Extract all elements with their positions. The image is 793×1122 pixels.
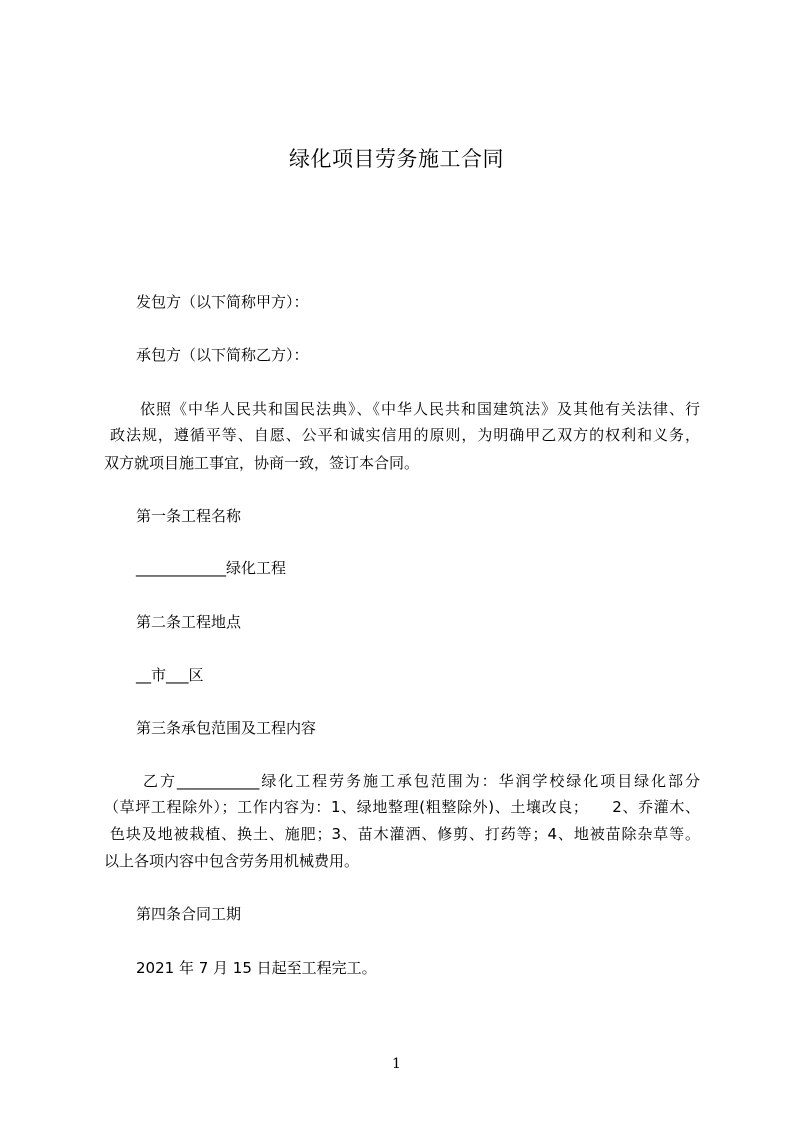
article1-content: ____________绿化工程	[136, 559, 287, 577]
article3-line-2: （草坪工程除外）；工作内容为：1、绿地整理(粗整除外)、土壤改良； 2、乔灌木、	[104, 798, 700, 816]
party-b-line: 承包方（以下简称乙方）：	[136, 346, 309, 364]
article3-heading: 第三条承包范围及工程内容	[136, 719, 317, 737]
preamble-line-2: 政法规，遵循平等、自愿、公平和诚实信用的原则，为明确甲乙双方的权利和义务，	[110, 426, 700, 444]
article4-content: 2021 年 7 月 15 日起至工程完工。	[136, 959, 377, 977]
article3-line-1: 乙方___________绿化工程劳务施工承包范围为：华润学校绿化项目绿化部分	[143, 772, 700, 790]
article3-line-4: 以上各项内容中包含劳务用机械费用。	[104, 852, 360, 870]
article2-heading: 第二条工程地点	[136, 613, 242, 631]
page-number: 1	[392, 1056, 401, 1072]
preamble-line-3: 双方就项目施工事宜，协商一致，签订本合同。	[104, 454, 420, 472]
article1-heading: 第一条工程名称	[136, 507, 242, 525]
preamble-line-1: 依照《中华人民共和国民法典》、《中华人民共和国建筑法》及其他有关法律、行	[140, 400, 700, 418]
article4-heading: 第四条合同工期	[136, 905, 242, 923]
party-a-line: 发包方（以下简称甲方）：	[136, 293, 309, 311]
article3-line-3: 色块及地被栽植、换土、施肥；3、苗木灌洒、修剪、打药等；4、地被苗除杂草等。	[110, 825, 700, 843]
article2-content: __市___区	[136, 666, 204, 684]
document-title: 绿化项目劳务施工合同	[289, 147, 504, 171]
